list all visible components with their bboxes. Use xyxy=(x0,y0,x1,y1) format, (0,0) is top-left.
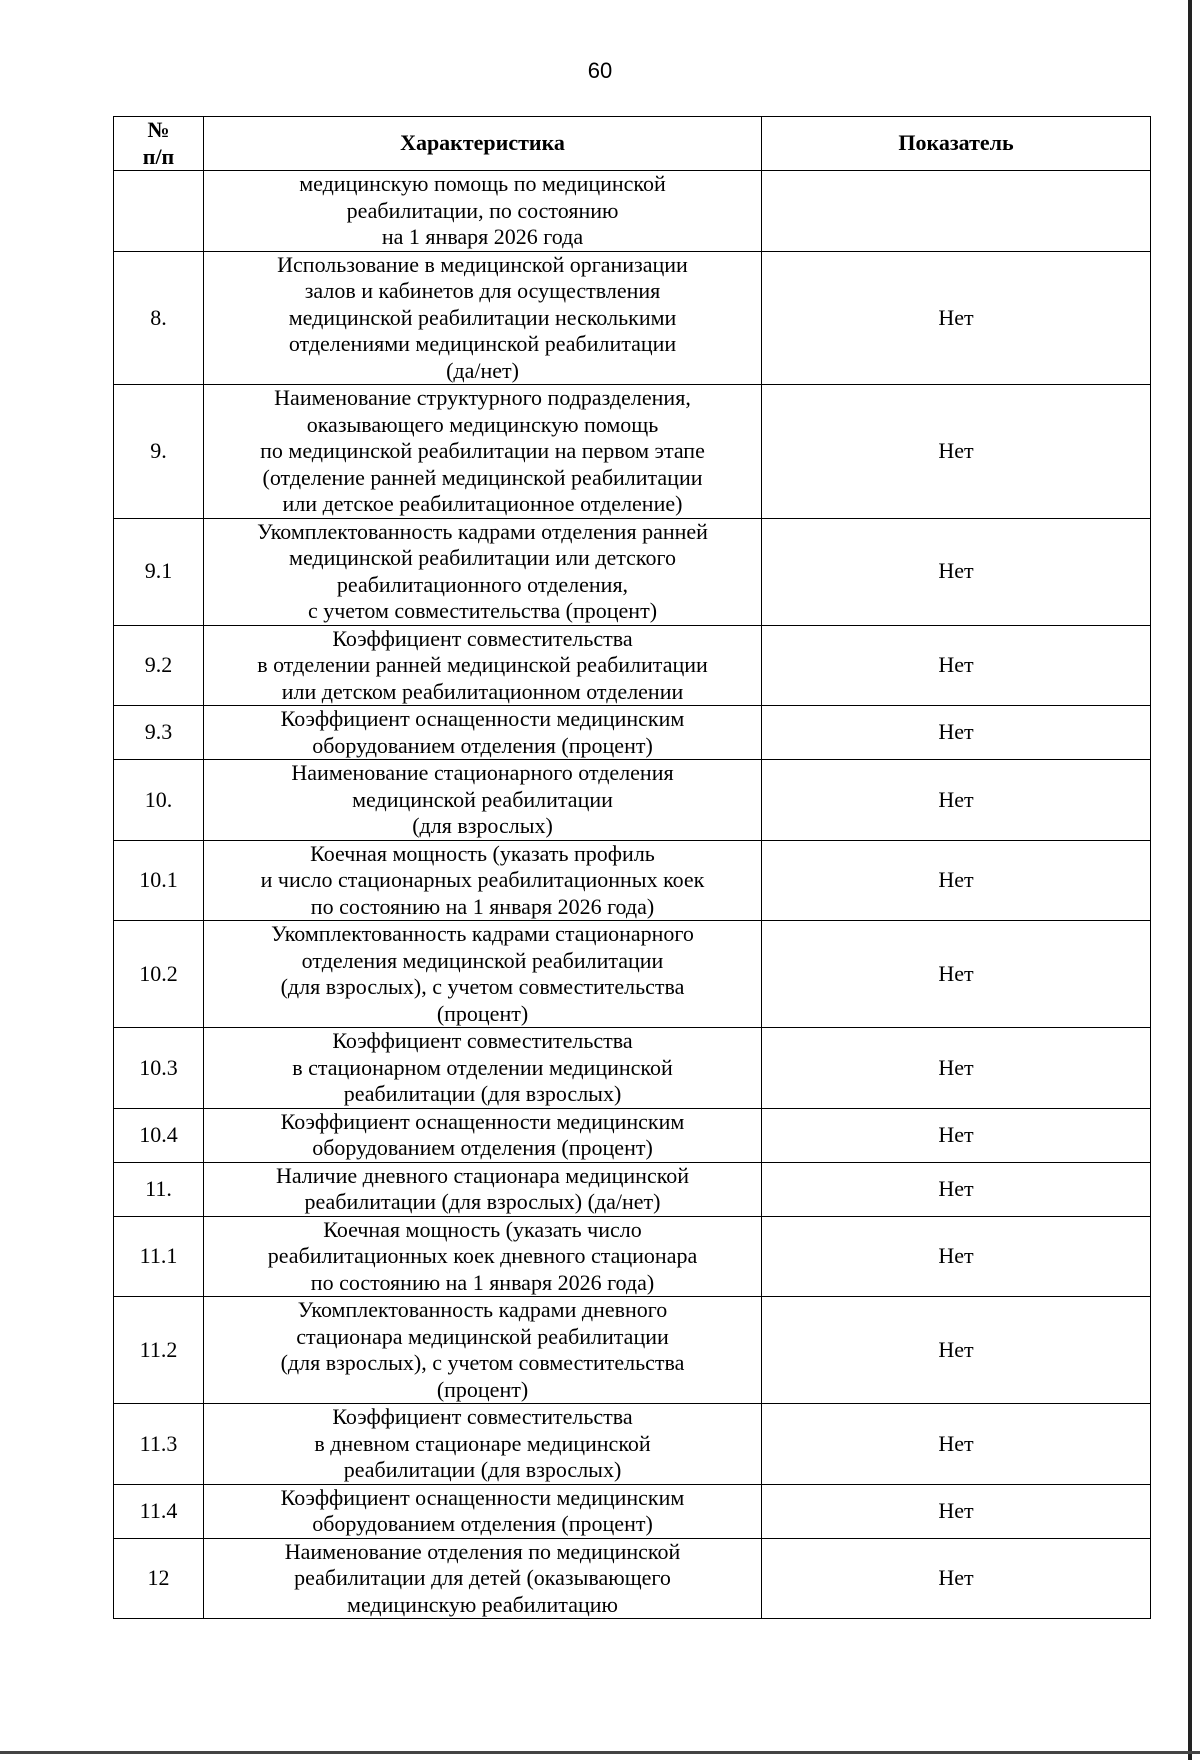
table-row xyxy=(114,1297,1151,1404)
table-row xyxy=(114,518,1151,625)
row-value: Нет xyxy=(762,518,1151,625)
row-characteristic: Наименование стационарного отделения медицинской реабилитации (для взрослых) xyxy=(204,760,762,841)
row-num: 11. xyxy=(114,1162,204,1216)
row-num: 9.3 xyxy=(114,706,204,760)
table-row xyxy=(114,625,1151,706)
table-row xyxy=(114,1404,1151,1485)
row-characteristic: Коечная мощность (указать число реабилитационных коек дневного стационара по состоянию на 1 января 2026 года) xyxy=(204,1216,762,1297)
row-value: Нет xyxy=(762,625,1151,706)
row-characteristic: Коечная мощность (указать профиль и число стационарных реабилитационных коек по состоянию на 1 января 2026 года) xyxy=(204,840,762,921)
row-value: Нет xyxy=(762,840,1151,921)
row-num: 11.1 xyxy=(114,1216,204,1297)
row-num: 11.4 xyxy=(114,1484,204,1538)
table-row xyxy=(114,1216,1151,1297)
row-num: 10. xyxy=(114,760,204,841)
row-value: Нет xyxy=(762,1216,1151,1297)
row-characteristic: Коэффициент совместительства в дневном стационаре медицинской реабилитации (для взрослых) xyxy=(204,1404,762,1485)
row-characteristic: медицинскую помощь по медицинской реабилитации, по состоянию на 1 января 2026 года xyxy=(204,171,762,252)
row-value: Нет xyxy=(762,385,1151,519)
header-characteristic: Характеристика xyxy=(204,117,762,171)
row-characteristic: Укомплектованность кадрами отделения ранней медицинской реабилитации или детского реабилитационного отделения, с учетом совместительства (процент) xyxy=(204,518,762,625)
row-num: 9.2 xyxy=(114,625,204,706)
row-characteristic: Коэффициент оснащенности медицинским оборудованием отделения (процент) xyxy=(204,706,762,760)
row-num: 10.2 xyxy=(114,921,204,1028)
page-number: 60 xyxy=(587,58,613,83)
row-characteristic: Коэффициент оснащенности медицинским оборудованием отделения (процент) xyxy=(204,1108,762,1162)
table-row xyxy=(114,840,1151,921)
row-num: 10.4 xyxy=(114,1108,204,1162)
header-value: Показатель xyxy=(762,117,1151,171)
row-value xyxy=(762,171,1151,252)
row-num: 9. xyxy=(114,385,204,519)
table-row xyxy=(114,251,1151,385)
scan-edge-bottom xyxy=(0,1751,1200,1754)
table-header-row xyxy=(114,117,1151,171)
table-row xyxy=(114,1028,1151,1109)
row-characteristic: Коэффициент оснащенности медицинским оборудованием отделения (процент) xyxy=(204,1484,762,1538)
row-value: Нет xyxy=(762,1162,1151,1216)
row-characteristic: Наличие дневного стационара медицинской реабилитации (для взрослых) (да/нет) xyxy=(204,1162,762,1216)
row-characteristic: Наименование структурного подразделения, оказывающего медицинскую помощь по медицинской реабилитации на первом этапе (отделение ранней медицинской реабилитации или детское реабилитационное отделение) xyxy=(204,385,762,519)
row-value: Нет xyxy=(762,1028,1151,1109)
table-row xyxy=(114,171,1151,252)
header-num: № п/п xyxy=(114,117,204,171)
row-value: Нет xyxy=(762,706,1151,760)
row-characteristic: Коэффициент совместительства в стационарном отделении медицинской реабилитации (для взрослых) xyxy=(204,1028,762,1109)
row-characteristic: Укомплектованность кадрами дневного стационара медицинской реабилитации (для взрослых), с учетом совместительства (процент) xyxy=(204,1297,762,1404)
row-value: Нет xyxy=(762,1108,1151,1162)
row-value: Нет xyxy=(762,760,1151,841)
row-num: 11.3 xyxy=(114,1404,204,1485)
table-row xyxy=(114,1162,1151,1216)
indicators-table xyxy=(113,116,1151,1619)
table-row xyxy=(114,760,1151,841)
row-characteristic: Укомплектованность кадрами стационарного отделения медицинской реабилитации (для взрослых), с учетом совместительства (процент) xyxy=(204,921,762,1028)
row-num: 9.1 xyxy=(114,518,204,625)
row-num: 10.1 xyxy=(114,840,204,921)
row-num xyxy=(114,171,204,252)
row-value: Нет xyxy=(762,1404,1151,1485)
row-num: 12 xyxy=(114,1538,204,1619)
table-row xyxy=(114,1538,1151,1619)
row-value: Нет xyxy=(762,1538,1151,1619)
row-characteristic: Коэффициент совместительства в отделении ранней медицинской реабилитации или детском реабилитационном отделении xyxy=(204,625,762,706)
row-value: Нет xyxy=(762,921,1151,1028)
row-num: 8. xyxy=(114,251,204,385)
row-num: 10.3 xyxy=(114,1028,204,1109)
row-value: Нет xyxy=(762,1297,1151,1404)
scan-edge-right xyxy=(1188,0,1192,1760)
table-row xyxy=(114,385,1151,519)
row-characteristic: Наименование отделения по медицинской реабилитации для детей (оказывающего медицинскую реабилитацию xyxy=(204,1538,762,1619)
row-num: 11.2 xyxy=(114,1297,204,1404)
table-row xyxy=(114,921,1151,1028)
table-row xyxy=(114,1108,1151,1162)
table-row xyxy=(114,706,1151,760)
table-row xyxy=(114,1484,1151,1538)
row-value: Нет xyxy=(762,1484,1151,1538)
row-value: Нет xyxy=(762,251,1151,385)
row-characteristic: Использование в медицинской организации залов и кабинетов для осуществления медицинской реабилитации несколькими отделениями медицинской реабилитации (да/нет) xyxy=(204,251,762,385)
